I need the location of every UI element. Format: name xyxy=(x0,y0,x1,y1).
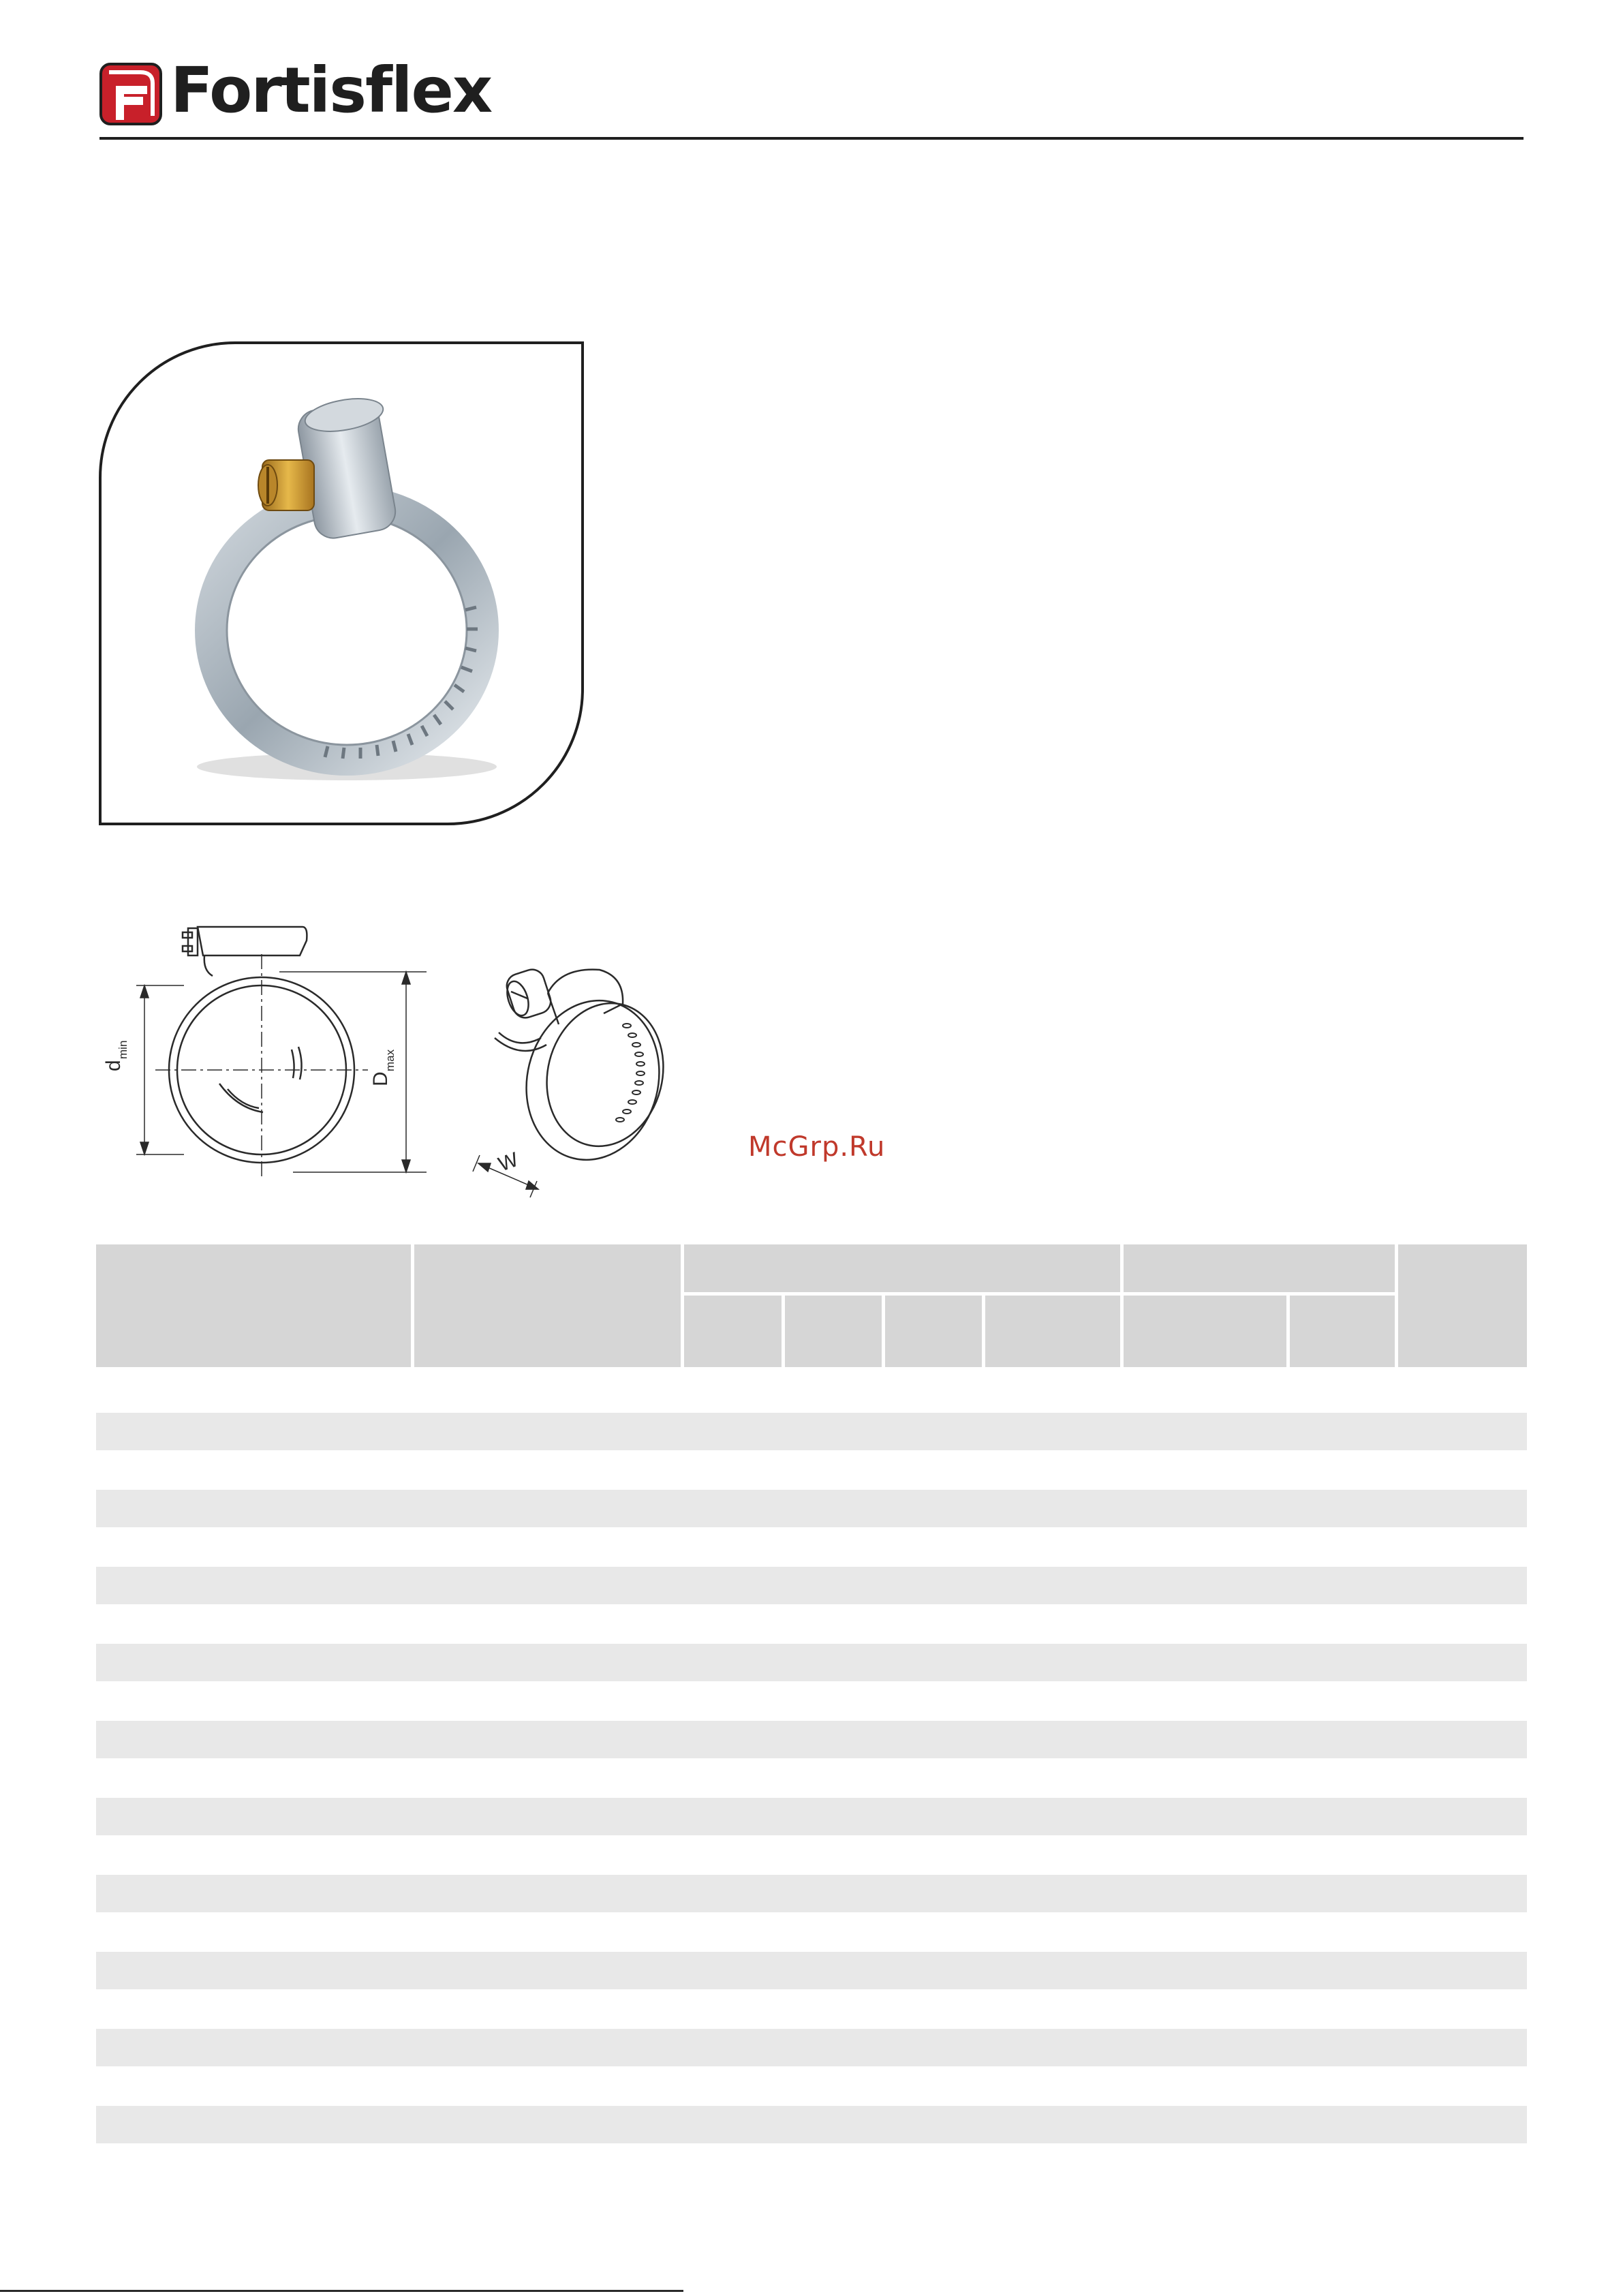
clamp-isometric-drawing xyxy=(470,910,702,1203)
table-row xyxy=(96,1875,1527,1912)
table-subheader-cell xyxy=(785,1296,882,1367)
fortisflex-logo-icon xyxy=(99,63,162,125)
table-header-cell xyxy=(414,1244,681,1367)
table-header-cell xyxy=(1398,1244,1527,1367)
header-divider xyxy=(99,137,1524,140)
table-header-group-cell xyxy=(684,1244,1120,1292)
table-row xyxy=(96,1836,1527,1873)
table-row xyxy=(96,1451,1527,1488)
table-row xyxy=(96,1952,1527,1989)
table-row xyxy=(96,2067,1527,2104)
table-row xyxy=(96,2029,1527,2066)
d-max-label: D xyxy=(369,1071,392,1086)
table-header-group-cell xyxy=(1124,1244,1395,1292)
table-row xyxy=(96,1567,1527,1604)
table-row xyxy=(96,1682,1527,1719)
table-row xyxy=(96,1374,1527,1411)
footer-divider xyxy=(0,2290,683,2292)
table-subheader-cell xyxy=(985,1296,1120,1367)
table-subheader-cell xyxy=(1290,1296,1395,1367)
table-row xyxy=(96,1490,1527,1527)
table-row xyxy=(96,1528,1527,1565)
hose-clamp-photo xyxy=(102,344,581,823)
product-photo-frame xyxy=(99,341,584,825)
table-row xyxy=(96,1913,1527,1950)
table-row xyxy=(96,1605,1527,1642)
table-row xyxy=(96,2106,1527,2143)
table-subheader-cell xyxy=(684,1296,782,1367)
table-subheader-cell xyxy=(885,1296,982,1367)
page-header xyxy=(99,54,1524,140)
table-row xyxy=(96,1759,1527,1796)
table-subheader-cell xyxy=(1124,1296,1286,1367)
table-row xyxy=(96,1413,1527,1450)
brand-name: Fortisflex xyxy=(170,54,492,127)
d-max-subscript: max xyxy=(384,1049,397,1071)
clamp-front-view-drawing xyxy=(95,913,436,1186)
d-min-subscript: min xyxy=(117,1040,129,1059)
table-row xyxy=(96,1721,1527,1758)
table-row xyxy=(96,1798,1527,1835)
table-header-cell xyxy=(96,1244,411,1367)
table-row xyxy=(96,1644,1527,1681)
d-min-label: d xyxy=(102,1060,125,1071)
width-label: W xyxy=(495,1148,522,1176)
table-row xyxy=(96,1990,1527,2027)
watermark: McGrp.Ru xyxy=(748,1131,886,1163)
